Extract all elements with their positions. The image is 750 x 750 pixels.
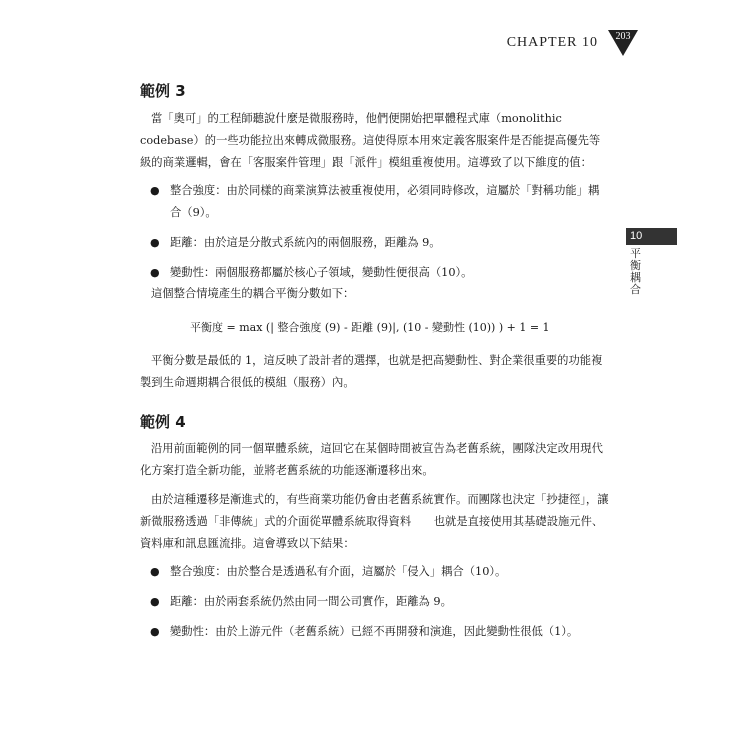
- page-header: [507, 30, 638, 56]
- list-item: ● 變動性：兩個服務都屬於核心子領域，變動性便很高（10）。: [140, 262, 610, 284]
- bullet-dot-icon: ●: [150, 595, 160, 608]
- list-item: ● 距離：由於這是分散式系統內的兩個服務，距離為 9。: [140, 232, 610, 254]
- section-3-intro: 當「奧可」的工程師聽說什麼是微服務時，他們便開始把單體程式庫（monolithic codebase）的一些功能拉出來轉成微服務。這使得原本用來定義客服案件是否能提高優先等級的商業邏輯，會在「客服案件管理」跟「派件」模組重複使用。這導致了以下維度的值：: [140, 112, 601, 169]
- bullet-dot-icon: ●: [150, 184, 160, 197]
- side-tab-title: 平衡耦合: [630, 247, 641, 296]
- balance-formula: 平衡度 = max (| 整合強度 (9) - 距離 (9)|, (10 - 變動性 (10)) ) + 1 = 1: [190, 321, 550, 334]
- section-3-conclusion: 平衡分數是最低的 1，這反映了設計者的選擇，也就是把高變動性、對企業很重要的功能複製到生命週期耦合很低的模組（服務）內。: [140, 354, 603, 389]
- list-item: ● 整合強度：由於整合是透過私有介面，這屬於「侵入」耦合（10）。: [140, 561, 610, 583]
- bullet-dot-icon: ●: [150, 565, 160, 578]
- section-4-bullet-list: [140, 561, 610, 651]
- page-number: 203: [615, 31, 631, 42]
- bullet-dot-icon: ●: [150, 236, 160, 249]
- bullet-dot-icon: ●: [150, 266, 160, 279]
- list-item: ● 距離：由於兩套系統仍然由同一間公司實作，距離為 9。: [140, 591, 610, 613]
- section-3-bullet-list: [140, 180, 610, 292]
- chapter-side-tab: [626, 228, 677, 296]
- page-number-badge: [608, 30, 638, 56]
- list-item: ● 整合強度：由於同樣的商業演算法被重複使用，必須同時修改，這屬於「對稱功能」耦合（9）。: [140, 180, 610, 224]
- section-3-heading: 範例 3: [140, 82, 186, 100]
- section-4-para-2: 由於這種遷移是漸進式的，有些商業功能仍會由老舊系統實作。而團隊也決定「抄捷徑」，讓新微服務透過「非傳統」式的介面從單體系統取得資料 也就是直接使用其基礎設施元件、資料庫和訊息匯流排。這會導致以下結果：: [140, 493, 609, 550]
- section-4-heading: 範例 4: [140, 413, 186, 431]
- section-3-lead: 這個整合情境產生的耦合平衡分數如下：: [151, 287, 355, 300]
- bullet-dot-icon: ●: [150, 625, 160, 638]
- chapter-label: CHAPTER 10: [506, 35, 598, 50]
- list-item: ● 變動性：由於上游元件（老舊系統）已經不再開發和演進，因此變動性很低（1）。: [140, 621, 610, 643]
- section-4-para-1: 沿用前面範例的同一個單體系統，這回它在某個時間被宣告為老舊系統，團隊決定改用現代化方案打造全新功能，並將老舊系統的功能逐漸遷移出來。: [140, 442, 603, 477]
- side-tab-number: 10: [626, 228, 677, 245]
